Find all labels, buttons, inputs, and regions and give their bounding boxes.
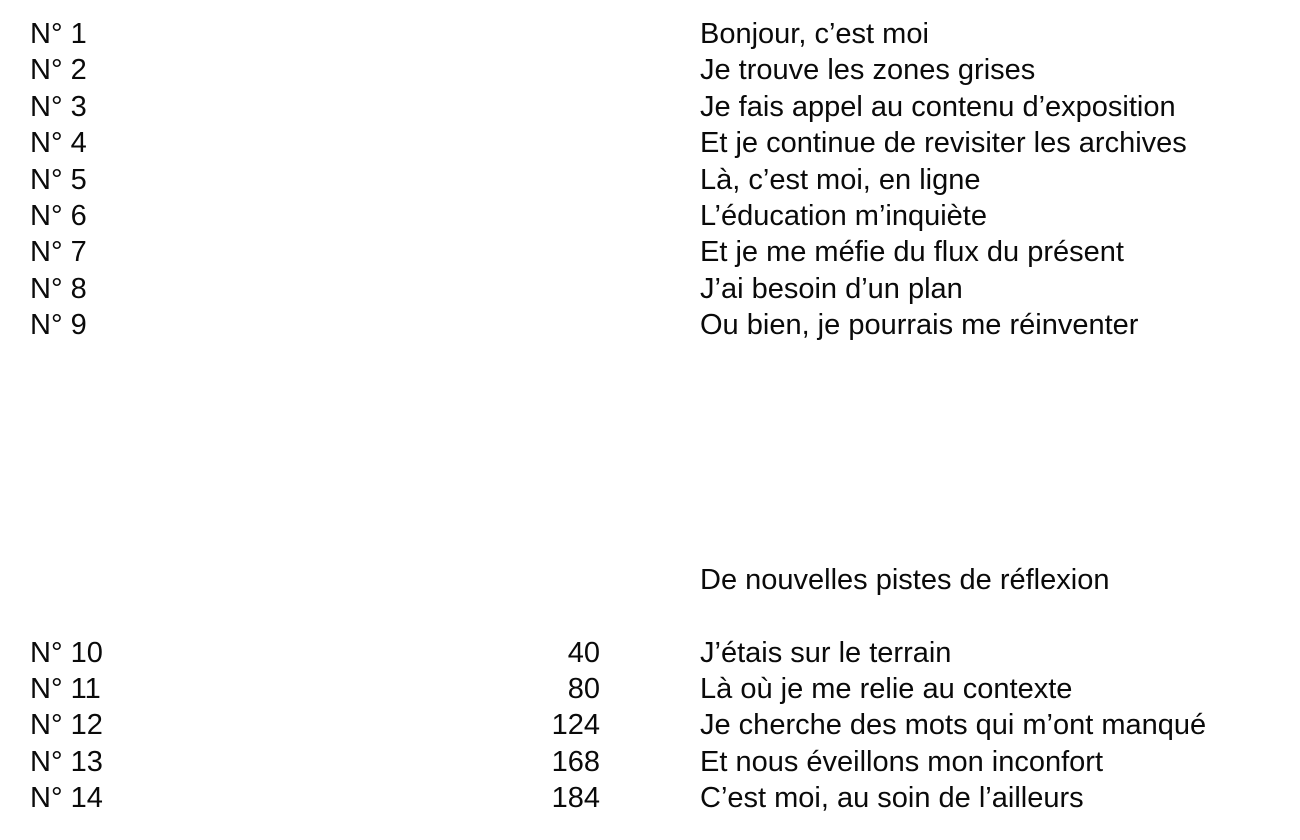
entry-number-label: N° 9 — [30, 309, 87, 342]
section-heading: De nouvelles pistes de réflexion — [700, 563, 1110, 596]
entry-page-number: 168 — [551, 745, 600, 778]
entry-title: C’est moi, au soin de l’ailleurs — [700, 782, 1084, 815]
toc-entry — [0, 198, 1300, 234]
entry-number-label: N° 8 — [30, 272, 87, 305]
entry-title: Et je me méfie du flux du présent — [700, 236, 1124, 269]
entry-page-number: 124 — [551, 709, 600, 742]
entry-number-label: N° 3 — [30, 90, 87, 123]
toc-entry — [0, 125, 1300, 161]
vertical-spacer — [0, 598, 1300, 634]
entry-title: Là, c’est moi, en ligne — [700, 163, 981, 196]
entry-title: Je trouve les zones grises — [700, 54, 1036, 87]
toc-entry — [0, 780, 1300, 816]
entry-page-number: 184 — [551, 782, 600, 815]
entry-number-label: N° 6 — [30, 199, 87, 232]
toc-entry — [0, 234, 1300, 270]
toc-entry — [0, 162, 1300, 198]
toc-entry — [0, 89, 1300, 125]
toc-entry — [0, 52, 1300, 88]
toc-entry — [0, 671, 1300, 707]
entry-title: Bonjour, c’est moi — [700, 18, 929, 50]
entry-title: Là où je me relie au contexte — [700, 673, 1073, 706]
toc-entry — [0, 635, 1300, 671]
entry-title: J’étais sur le terrain — [700, 636, 952, 669]
vertical-spacer — [0, 344, 1300, 562]
toc-entry — [0, 16, 1300, 52]
entry-number-label: N° 14 — [30, 782, 103, 815]
entry-number-label: N° 11 — [30, 673, 101, 706]
entry-title: Et je continue de revisiter les archives — [700, 127, 1187, 160]
entry-title: Ou bien, je pourrais me réinventer — [700, 309, 1139, 342]
toc-entry — [0, 707, 1300, 743]
toc-entry — [0, 744, 1300, 780]
toc-entry — [0, 307, 1300, 343]
entry-title: Je fais appel au contenu d’exposition — [700, 90, 1176, 123]
entry-title: Et nous éveillons mon inconfort — [700, 745, 1103, 778]
entry-number-label: N° 7 — [30, 236, 87, 269]
entry-number-label: N° 4 — [30, 127, 87, 160]
entry-number-label: N° 12 — [30, 709, 103, 742]
entry-number-label: N° 5 — [30, 163, 87, 196]
toc-entry — [0, 271, 1300, 307]
entry-title: J’ai besoin d’un plan — [700, 272, 963, 305]
entry-page-number: 40 — [567, 636, 600, 669]
entry-number-label: N° 13 — [30, 745, 103, 778]
entry-page-number: 80 — [567, 673, 600, 706]
entry-number-label: N° 2 — [30, 54, 87, 87]
entry-title: L’éducation m’inquiète — [700, 199, 987, 232]
entry-number-label: N° 10 — [30, 636, 103, 669]
entry-number-label: N° 1 — [30, 18, 87, 50]
entry-title: Je cherche des mots qui m’ont manqué — [700, 709, 1207, 742]
section-heading-row — [0, 562, 1300, 598]
